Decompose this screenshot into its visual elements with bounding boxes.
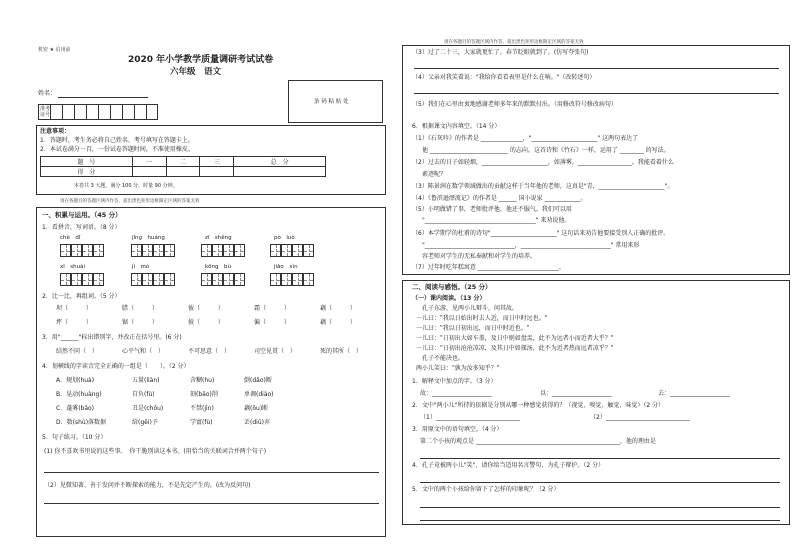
rq2-item[interactable]: （1）____________________________ xyxy=(420,414,520,421)
pinyin: jiāo xìn xyxy=(274,264,298,270)
char-box[interactable] xyxy=(153,273,164,286)
q6-1a[interactable]: （1）《石灰吟》的作者是 ______________，"______________________" 这两句表达了 xyxy=(412,135,639,142)
char-box[interactable] xyxy=(223,273,234,286)
reading1-heading: （一）课内阅读。（13 分） xyxy=(412,295,486,302)
char-box[interactable] xyxy=(281,273,292,286)
score-cell[interactable] xyxy=(166,167,200,177)
char-box[interactable] xyxy=(212,273,223,286)
q3-label: 3．用"______"标出错别字，并改正在括号里。(6 分) xyxy=(42,334,182,341)
pinyin: zī shěng xyxy=(205,235,232,241)
notes-title: 注意事项： xyxy=(40,128,71,135)
score-header: 三 xyxy=(200,157,234,167)
q1-label: 1．看拼音，写词语。（8 分） xyxy=(42,224,121,231)
q6-label: 6．根据课文内容填空。（14 分） xyxy=(412,123,501,130)
score-note: 本卷共 3 大题，满分 100 分，时量 90 分钟。 xyxy=(74,183,178,189)
q6-1b[interactable]: 他 __________________________ 的志向。这首诗和《竹石》一样，运用了 ________ 的写法。 xyxy=(422,147,670,154)
compare-item[interactable]: 坪（ ） xyxy=(56,319,93,326)
answer-line[interactable] xyxy=(44,472,379,473)
passage-line: 一儿曰："我以日始出时去人近，而日中时远也。" xyxy=(416,315,548,322)
q4-option: 刻(bāo)削 xyxy=(190,391,218,398)
rq2-item[interactable]: （2）____________________________ xyxy=(590,414,690,421)
exam-number-cells[interactable] xyxy=(50,104,158,120)
q6-6a[interactable]: （6）本学期学的杜甫的诗句"______________________" 这句话来劝告他要接受别人正确的批评。 xyxy=(412,230,670,237)
char-box[interactable] xyxy=(223,244,234,257)
secret-label: 机密 ★ 启用前 xyxy=(38,47,71,53)
q4-option: 单调(diào) xyxy=(244,391,274,398)
q6-5: （5）小明做错了事，老师批评他，他还不服气。我们可以用 xyxy=(412,206,572,213)
compare-item[interactable]: 彼（ ） xyxy=(188,305,225,312)
passage-line: 两小儿笑曰："孰为汝多知乎？" xyxy=(416,365,500,372)
passage-line: 孔子不能决也。 xyxy=(422,355,465,362)
correction-item[interactable]: 不可思意（ ） xyxy=(188,348,231,355)
q2-label: 2．比一比，再组词。（5 分） xyxy=(42,293,121,300)
name-field[interactable] xyxy=(58,97,148,98)
char-box[interactable] xyxy=(234,273,245,286)
rq5-label: 5．文中的两个小孩给你留下了怎样的印象呢？（2 分） xyxy=(412,486,560,493)
rq2-label: 2．文中"两小儿"所持的依据是分别从哪一种感觉获得的？（视觉、嗅觉、触觉、味觉）（2 分） xyxy=(412,402,665,409)
note-1: 1．答题时，考生务必将自己姓名、考号填写在答题卡上。 xyxy=(40,137,194,144)
char-box[interactable] xyxy=(164,244,175,257)
q4-option: 不禁(jìn) xyxy=(190,405,214,412)
score-header: 二 xyxy=(166,157,200,167)
char-box[interactable] xyxy=(212,244,223,257)
correction-item[interactable]: 心平气和（ ） xyxy=(122,348,165,355)
answer-line[interactable] xyxy=(420,482,780,483)
r4-text: （4）父亲对我笑着说："我给你看看表里是什么在响。"（改转述句） xyxy=(412,74,596,81)
score-cell[interactable] xyxy=(200,167,234,177)
q6-6c: 容老师对学生的无私奉献和对学生的培养。 xyxy=(422,253,537,260)
q4-option: 自负(fù) xyxy=(132,391,155,398)
answer-line[interactable] xyxy=(414,93,779,94)
q6-2b: 素迹呢？ xyxy=(422,171,447,178)
compare-item[interactable]: 披（ ） xyxy=(188,319,225,326)
compare-item[interactable]: 藕（ ） xyxy=(320,319,357,326)
right-page xyxy=(400,0,794,560)
passage-line: 一儿曰："我以日初出远，而日中时近也。" xyxy=(416,325,530,332)
char-box[interactable] xyxy=(131,273,142,286)
score-header: 总 分 xyxy=(234,157,326,167)
compare-item[interactable]: 坝（ ） xyxy=(56,305,93,312)
char-box[interactable] xyxy=(270,244,281,257)
score-row-label: 得 分 xyxy=(41,167,133,177)
char-box[interactable] xyxy=(201,273,212,286)
pinyin: chè dǐ xyxy=(60,235,81,241)
exam-no-label: 准考证号 xyxy=(40,106,51,118)
q6-2a[interactable]: （2）过去的日子如轻烟，______________________，如薄雾，__________________。我能看着什么 xyxy=(412,159,674,166)
score-header: 题 号 xyxy=(41,157,133,167)
rq1-item[interactable]: 以：____________________ xyxy=(540,390,613,397)
q5-1-text: (1) 你不喜欢书里说的这些事。 你干脆别读这本书。(用恰当的关联词合并两个句子) xyxy=(44,448,267,455)
compare-item[interactable]: 腊（ ） xyxy=(122,305,159,312)
pinyin: jì mò xyxy=(132,264,150,270)
char-box[interactable] xyxy=(164,273,175,286)
char-box[interactable] xyxy=(303,244,314,257)
q4-label: 4．划横线的字读音完全正确的一组是（ ）。（2 分） xyxy=(42,363,190,370)
q4-option: 丑是(chǒu) xyxy=(132,405,164,412)
correction-item[interactable]: 司空见贯（ ） xyxy=(254,348,297,355)
note-2: 2．本试卷满分一百，一份试卷答题时间，不准使用橡皮。 xyxy=(40,146,194,153)
q6-4[interactable]: （4）《鲁滨逊漂流记》的作者是 ______ 国小说家 ____________。 xyxy=(412,195,587,202)
answer-line[interactable] xyxy=(420,507,780,508)
rq1-item[interactable]: 故：____________________ xyxy=(420,390,493,397)
passage-line: 一儿曰："日初出沧沧凉凉，及其日中如探汤，此不为近者热而远者凉乎？" xyxy=(416,345,614,352)
correction-item[interactable]: 结然不同（ ） xyxy=(56,348,99,355)
right-notice: 请在各题目的答题区域内作答，超出黑色矩形边框限定区域的答案无效 xyxy=(444,40,584,45)
score-header: 一 xyxy=(132,157,166,167)
char-box[interactable] xyxy=(303,273,314,286)
q4-option: 倒(dǎo)断 xyxy=(244,377,272,384)
r3-text: （3）过了二十三，大家就更忙了。春节眨眼就到了。(仿写夸张句) xyxy=(412,49,589,56)
score-cell[interactable] xyxy=(234,167,326,177)
char-box[interactable] xyxy=(82,244,93,257)
exam-title: 2020 年小学教学质量调研考试试卷 xyxy=(128,55,274,65)
q4-option: 藕(ǒu)断 xyxy=(244,405,269,412)
compare-item[interactable]: 藕（ ） xyxy=(320,305,357,312)
rq3-line[interactable]: 第二个小孩的观点是 ________________________________________________，他的理由是 xyxy=(420,438,656,445)
pinyin: jǐng huáng xyxy=(132,235,165,241)
answer-line[interactable] xyxy=(414,68,779,69)
grade-subject: 六年级 语文 xyxy=(170,67,222,77)
r5-text: （5）我们在心里由衷地感谢老师多年来的默默付出。（用修改符号修改病句） xyxy=(412,101,617,108)
char-box[interactable] xyxy=(82,273,93,286)
q6-6b[interactable]: "______________________________，______________________________" 常用来形 xyxy=(422,242,640,249)
q5-2-text: （2）见微知著、善于发问并不断探索的能力，不是先定产生的。(改为反问句) xyxy=(44,482,251,489)
pinyin: xī shuài xyxy=(60,264,86,270)
q5-label: 5．句子练习。（10 分） xyxy=(42,434,107,441)
char-box[interactable] xyxy=(142,244,153,257)
q4-option[interactable]: B．晃动(huàng) xyxy=(56,391,102,398)
correction-item[interactable]: 死的其所（ ） xyxy=(320,348,363,355)
char-box[interactable] xyxy=(60,244,71,257)
pinyin: kōng bù xyxy=(205,264,232,270)
barcode-label: 条 码 粘 贴 处 xyxy=(314,99,349,105)
char-box[interactable] xyxy=(93,244,104,257)
char-box[interactable] xyxy=(60,273,71,286)
q4-option: 学富(fù) xyxy=(190,419,213,426)
q4-option: 含糊(hu) xyxy=(190,377,215,384)
rq4-label: 4．孔子竟被两小儿"笑"，请你给当适用名言警句，为孔子辩护。（2 分） xyxy=(412,462,605,469)
score-table xyxy=(40,156,326,177)
char-box[interactable] xyxy=(281,244,292,257)
name-label: 姓名： xyxy=(38,90,57,97)
q4-option[interactable]: D．数(shù)落数据 xyxy=(56,419,107,426)
char-box[interactable] xyxy=(201,244,212,257)
passage-line: 孔子东游，见两小儿辩斗，问其故。 xyxy=(422,305,519,312)
q6-7[interactable]: （7）过年时吃年糕寓意 ___________________________。 xyxy=(412,264,565,271)
char-box[interactable] xyxy=(142,273,153,286)
q4-option: 给(gěi)予 xyxy=(132,419,158,426)
passage-line: 一儿曰："日初出大如车盖，及日中则如盘盂，此不为远者小而近者大乎？" xyxy=(416,335,614,342)
q4-option: 五量(liàn) xyxy=(132,377,160,384)
char-box[interactable] xyxy=(93,273,104,286)
q4-option[interactable]: A．规划(huà) xyxy=(56,377,95,384)
compare-item[interactable]: 锯（ ） xyxy=(122,319,159,326)
char-box[interactable] xyxy=(153,244,164,257)
rq3-label: 3．用原文中的语句填空。（4 分） xyxy=(412,426,503,433)
answer-line[interactable] xyxy=(420,458,780,459)
q6-5b[interactable]: "_____________________________________" 来劝说他。 xyxy=(422,217,571,224)
answer-notice: 请在各题目的答题区域内作答，超出黑色矩形边框限定区域的答案无效 xyxy=(60,199,200,204)
q6-3[interactable]: （3）陈景润在数学领域做出的贡献这样于当年他的老师，这真是"青，______________________"。 xyxy=(412,183,674,190)
char-box[interactable] xyxy=(292,273,303,286)
char-box[interactable] xyxy=(71,244,82,257)
section2-heading: 二、阅读与感悟。（25 分） xyxy=(412,283,492,291)
pinyin: pò luò xyxy=(274,235,295,241)
answer-line[interactable] xyxy=(420,520,780,521)
rq1-item[interactable]: 去：____________________ xyxy=(658,390,731,397)
rq1-label: 1．解释文中加点的字。（3 分） xyxy=(412,378,497,385)
char-box[interactable] xyxy=(270,273,281,286)
q4-option[interactable]: C．蓬雾(bāo) xyxy=(56,405,95,412)
char-box[interactable] xyxy=(234,244,245,257)
q4-option: 丢(diū)弃 xyxy=(244,419,270,426)
char-box[interactable] xyxy=(131,244,142,257)
char-box[interactable] xyxy=(71,273,82,286)
answer-line[interactable] xyxy=(44,503,379,504)
score-cell[interactable] xyxy=(132,167,166,177)
compare-item[interactable]: 偏（ ） xyxy=(254,319,291,326)
char-box[interactable] xyxy=(292,244,303,257)
compare-item[interactable]: 霜（ ） xyxy=(254,305,291,312)
section1-heading: 一、积累与运用。（45 分） xyxy=(42,211,122,219)
